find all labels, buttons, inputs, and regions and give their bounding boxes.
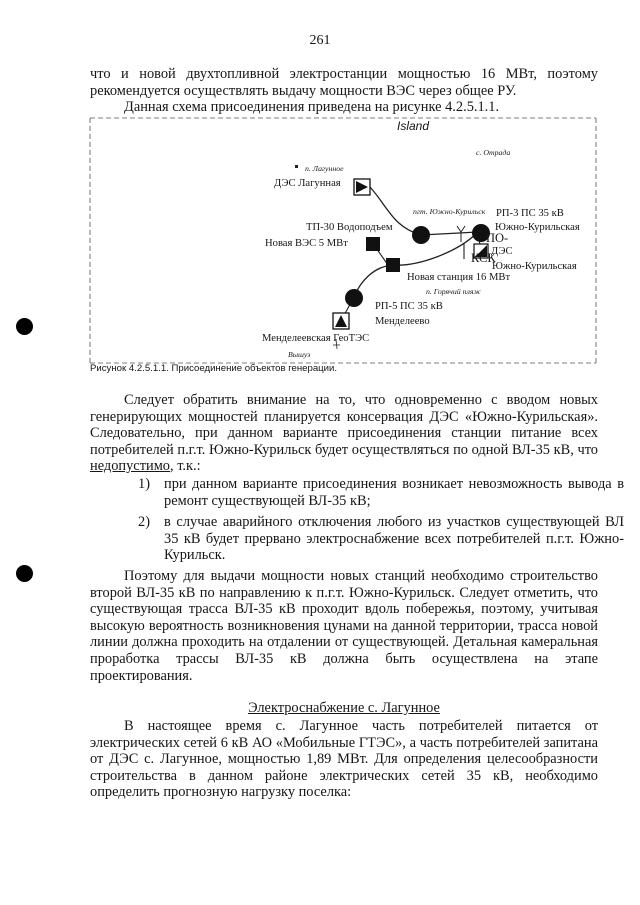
map-title: Island: [397, 119, 430, 133]
new-ves-symbol: [366, 237, 380, 251]
paragraph-3-text: Следует обратить внимание на то, что одновременно с вводом новых генерирующих мощностей планируется консервация ДЭС «Южно-Курильская». Следовательно, при данном варианте присоединения станции питание всех потребителей п.г.т. Южно-Курильск будет осуществляться по одной ВЛ-35 кВ, что: [90, 392, 598, 458]
place-otrada: с. Отрада: [476, 148, 511, 157]
new-station-symbol: [386, 258, 400, 272]
figure-connection-scheme: [88, 117, 598, 370]
paragraph-5: В настоящее время с. Лагунное часть потребителей питается от электрических сетей 6 кВ АО «Мобильные ГТЭС», а часть потребителей запитана от ДЭС с. Лагунное, мощностью 1,89 МВт. Для определения целесообразности строительства в данном районе электрических сетей 35 кВ, необходимо определить прогнозную нагрузку поселка:: [90, 718, 598, 801]
page-number: 261: [309, 33, 331, 48]
y-left: [457, 226, 461, 232]
paragraph-4: Поэтому для выдачи мощности новых станций необходимо строительство второй ВЛ-35 кВ по направлению к п.г.т. Южно-Курильск. Следует отметить, что существующая трасса ВЛ-35 кВ проходит вдоль побережья, поэтому, учитывая высокую вероятность возникновения цунами на данной территории, трасса новой линии должна проходить на отдалении от существующей. Детальная камеральная проработка трассы ВЛ-35 кВ должна быть осуществлена на этапе проектирования.: [90, 568, 598, 684]
paragraph-3: [90, 392, 598, 475]
paragraph-2: Данная схема присоединения приведена на рисунке 4.2.5.1.1.: [124, 99, 500, 115]
label-mendeleev-geo: Менделеевская ГеоТЭС: [262, 333, 370, 344]
lagunnoe-dot: [295, 165, 298, 168]
place-vyhuza: Вышуз: [288, 350, 311, 359]
section-heading: Электроснабжение с. Лагунное: [248, 700, 440, 716]
place-goryachiy: п. Горячий пляж: [426, 287, 481, 296]
place-lagunnoe: п. Лагунное: [305, 164, 344, 173]
punch-hole-bottom: [16, 565, 33, 582]
paragraph-3-underlined: недопустимо: [90, 458, 170, 475]
paragraph-1: что и новой двухтопливной электростанции мощностью 16 МВт, поэтому рекомендуется осуществлять выдачу мощности ВЭС через общее РУ.: [90, 66, 598, 99]
label-rp3-line2: Южно-Курильская: [495, 222, 580, 233]
list-item-2: [138, 514, 624, 564]
list-item-1-text: при данном варианте присоединения возникает невозможность вывода в ремонт существующей ВЛ-35 кВ;: [164, 476, 624, 509]
list-item-1: [138, 476, 624, 509]
label-tp30: ТП-30 Водоподъем: [306, 222, 393, 233]
label-nova-ves: Новая ВЭС 5 МВт: [265, 238, 348, 249]
list-item-1-number: 1): [138, 476, 150, 492]
label-new-station: Новая станция 16 МВт: [407, 272, 511, 283]
place-yuzhno-kurilsk: пгт. Южно-Курильск: [413, 207, 486, 216]
list-item-2-text: в случае аварийного отключения любого из участков существующей ВЛ 35 кВ будет прервано электроснабжение всех потребителей п.г.т. Южно-Курильск.: [164, 514, 624, 564]
overlap-ksk: КСК: [471, 251, 496, 265]
punch-hole-top: [16, 318, 33, 335]
figure-caption: Рисунок 4.2.5.1.1. Присоединение объектов генерации.: [90, 363, 338, 374]
y-right: [461, 226, 465, 232]
label-des-yk-line2: Южно-Курильская: [492, 261, 577, 272]
label-rp3-line1: РП-3 ПС 35 кВ: [496, 208, 564, 219]
paragraph-3-end: , т.к.:: [170, 458, 201, 475]
label-des-yk-line1: ДЭС: [491, 246, 513, 257]
label-des-lagunnaya: ДЭС Лагунная: [274, 178, 341, 189]
tp30-node: [412, 226, 430, 244]
list-item-2-number: 2): [138, 514, 150, 530]
overlap-po: ПО-: [486, 231, 509, 245]
rp5-node: [345, 289, 363, 307]
label-rp5-line1: РП-5 ПС 35 кВ: [375, 301, 443, 312]
label-rp5-line2: Менделеево: [375, 316, 430, 327]
